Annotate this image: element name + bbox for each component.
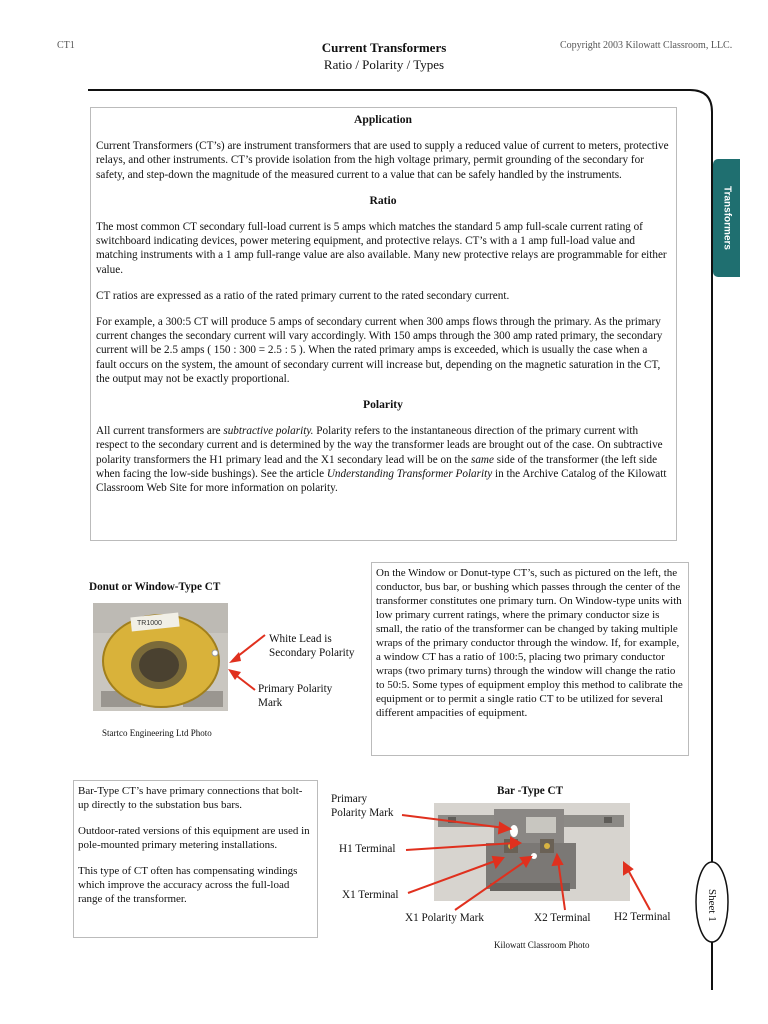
side-tab[interactable] <box>713 159 740 277</box>
white-lead-label: White Lead is Secondary Polarity <box>269 633 355 659</box>
bar-photo-credit: Kilowatt Classroom Photo <box>494 940 590 950</box>
bar-text-p3: This type of CT often has compensating windings which improve the accuracy across the full-load range of the transformer. <box>78 865 298 905</box>
primary-polarity-mark-label: Primary Polarity Mark <box>258 683 333 709</box>
ratio-p2: CT ratios are expressed as a ratio of the rated primary current to the rated secondary current. <box>96 289 510 302</box>
ratio-p1: The most common CT secondary full-load current is 5 amps which matches the standard 5 amp full-scale current rating of switchboard indicating devices, power metering equipment, and protective relays. CT’s with a 1 amp full-load value and matching instruments with a 1 amp full-range value are also available. Many new protective relays are programmable for either value. <box>96 221 667 276</box>
page-subtitle: Ratio / Polarity / Types <box>323 57 445 72</box>
bar-text-p1: Bar-Type CT’s have primary connections that bolt-up directly to the substation bus bars. <box>78 785 303 811</box>
polarity-t3-italic: Understanding Transformer Polarity <box>326 467 493 480</box>
h1-terminal-label: H1 Terminal <box>339 843 396 855</box>
ratio-heading: Ratio <box>369 193 397 207</box>
sheet-label: Sheet 1 <box>706 889 718 922</box>
bar-primary-polarity-mark-label: Primary Polarity Mark <box>331 793 394 819</box>
x2-terminal-label: X2 Terminal <box>534 912 591 924</box>
polarity-t1: All current transformers are <box>96 425 224 438</box>
application-text: Current Transformers (CT’s) are instrument transformers that are used to supply a reduced value of current to meters, protective relays, and other instruments. CT’s provide isolation from the high voltage primary, permit grounding of the secondary for safety, and step-down the magnitude of the measured current to a value that can be safely handled by the instruments. <box>96 140 669 181</box>
ratio-p3: For example, a 300:5 CT will produce 5 amps of secondary current when 300 amps flows through the primary. As the primary current changes the secondary current will vary accordingly. With 150 amps through the 300 amp rated primary, the secondary current will be 2.5 amps ( 150 : 300 = 2.5 : 5 ). When the rated primary amps is exceeded, which is usually the case when a fault occurs on the system, the amount of secondary current will increase but, depending on the magnetic saturation in the CT, the output may not be exactly proportional. <box>96 316 663 385</box>
side-tab-label: Transformers <box>721 186 732 250</box>
polarity-t4: in the Archive Catalog of the Kilowatt Classroom Web Site for more information on polarity. <box>96 467 667 495</box>
copyright: Copyright 2003 Kilowatt Classroom, LLC. <box>560 40 733 51</box>
polarity-t2: Polarity refers to the instantaneous direction of the primary current with respect to the secondary current and is determined by the way the transformer leads are brought out of the case. On subtractive polarity transformers the H1 primary lead and the X1 secondary lead will be on the <box>96 425 663 466</box>
page-code: CT1 <box>57 40 75 51</box>
polarity-t1-italic: subtractive polarity. <box>223 425 314 438</box>
polarity-t2-italic: same <box>470 453 494 466</box>
page-title: Current Transformers <box>321 40 447 55</box>
bar-ct-title: Bar -Type CT <box>497 785 564 797</box>
donut-photo-credit: Startco Engineering Ltd Photo <box>102 728 212 738</box>
polarity-heading: Polarity <box>363 398 403 412</box>
x1-terminal-label: X1 Terminal <box>342 889 399 901</box>
h2-terminal-label: H2 Terminal <box>614 911 671 923</box>
donut-tag-text: TR1000 <box>137 620 162 627</box>
application-heading: Application <box>354 113 412 126</box>
polarity-t3: side of the transformer (the left side when facing the low-side bushings). See the article <box>96 453 658 480</box>
donut-title: Donut or Window-Type CT <box>89 581 221 593</box>
window-ct-paragraph: On the Window or Donut-type CT’s, such as pictured on the left, the conductor, bus bar, or bushing which passes through the center of the transformer constitutes one primary turn. On Window-type units with low primary current ratings, where the primary conductor size is small, the ratio of the transformer can be changed by taking multiple wraps of the primary conductor through the window. If, for example, a window CT has a ratio of 100:5, placing two primary conductor wraps (two primary turns) through the window will change the ratio to 50:5. Some types of equipment employ this method to calibrate the equipment or to permit a single ratio CT to be utilized for several different ampacities of equipment. <box>376 567 683 719</box>
x1-polarity-mark-label: X1 Polarity Mark <box>405 912 484 924</box>
bar-text-p2: Outdoor-rated versions of this equipment are used in pole-mounted primary metering installations. <box>78 825 310 851</box>
